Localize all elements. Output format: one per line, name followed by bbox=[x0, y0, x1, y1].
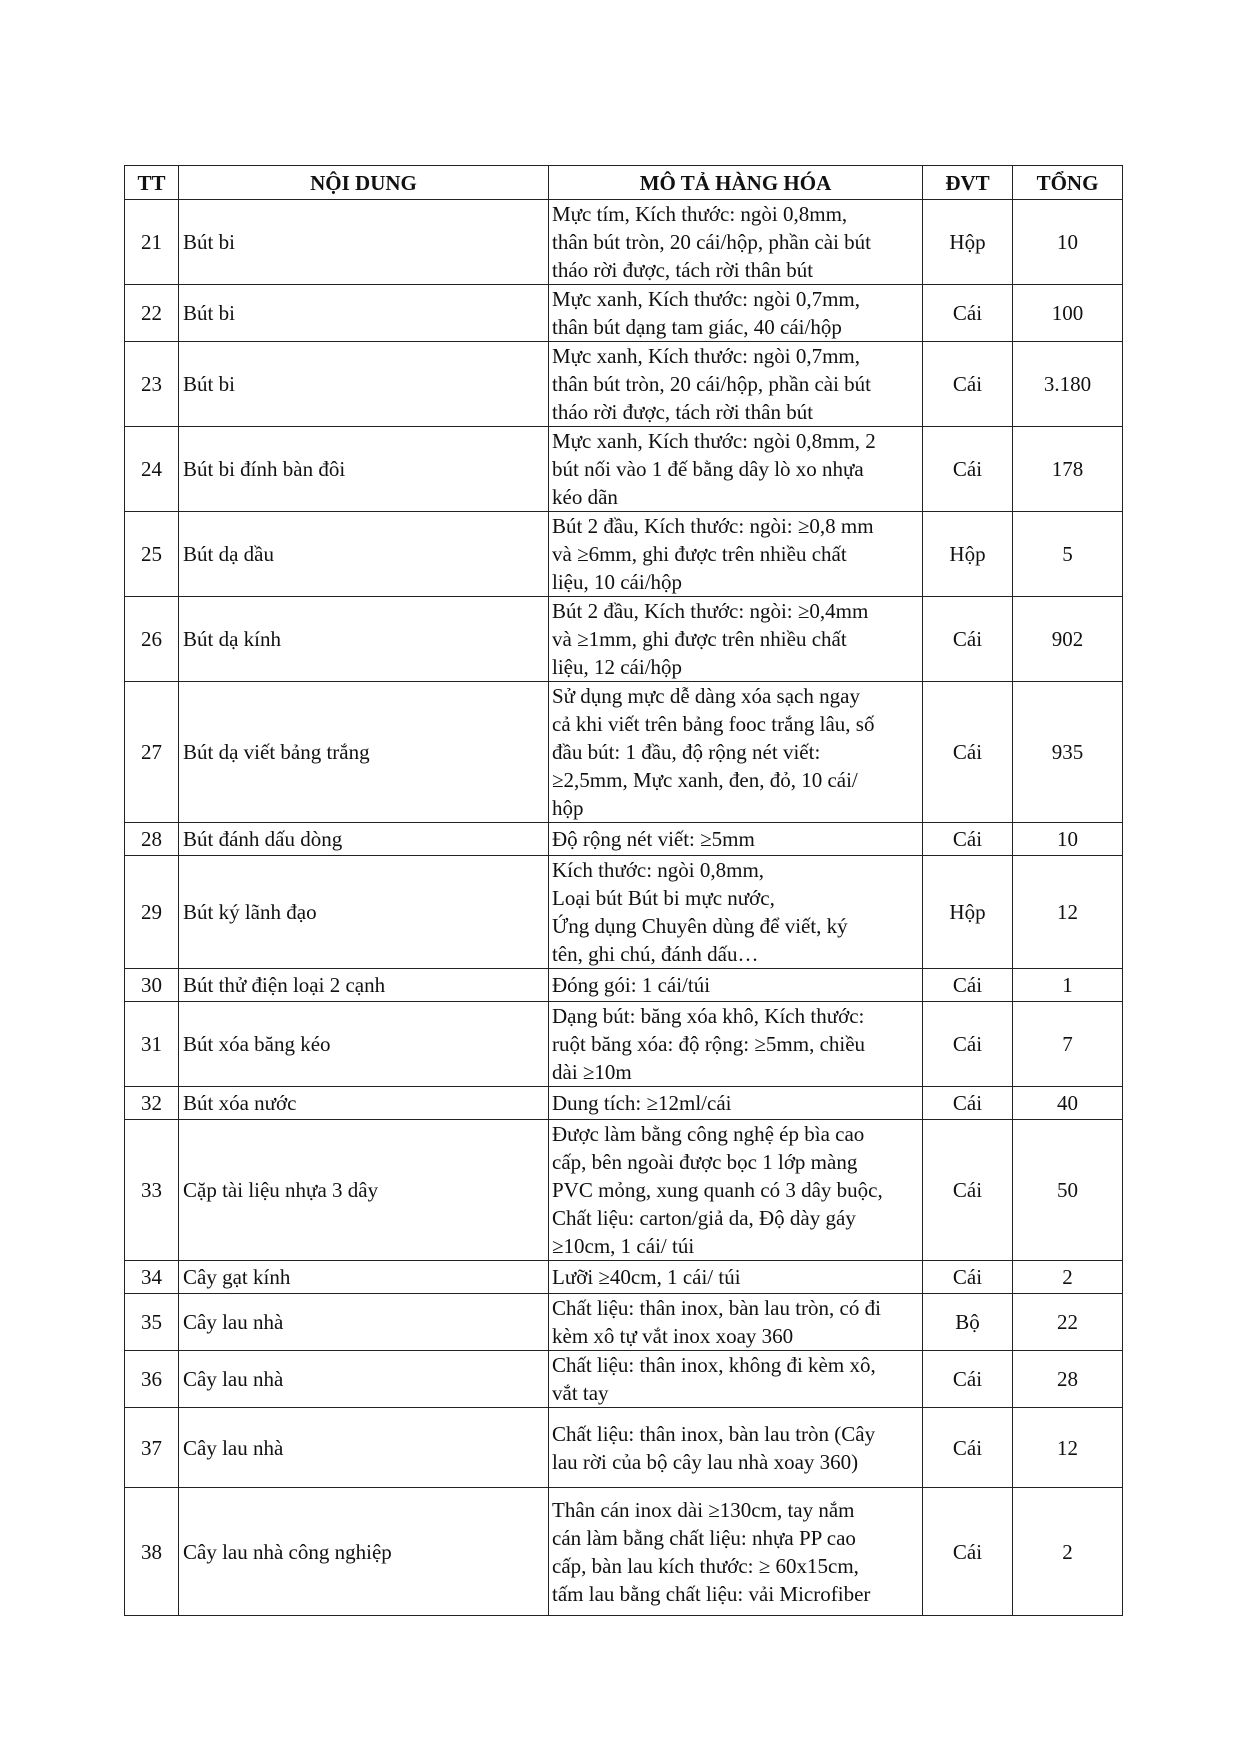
row-content: Bút thử điện loại 2 cạnh bbox=[179, 969, 549, 1002]
row-unit: Cái bbox=[923, 1408, 1013, 1488]
row-total: 10 bbox=[1013, 200, 1123, 285]
header-total: TỔNG bbox=[1013, 166, 1123, 200]
table-row bbox=[125, 1351, 1123, 1408]
table-row bbox=[125, 1087, 1123, 1120]
row-unit: Cái bbox=[923, 342, 1013, 427]
row-number: 31 bbox=[125, 1002, 179, 1087]
row-unit: Cái bbox=[923, 1002, 1013, 1087]
row-total: 1 bbox=[1013, 969, 1123, 1002]
row-description: Dạng bút: băng xóa khô, Kích thước: ruột băng xóa: độ rộng: ≥5mm, chiều dài ≥10m bbox=[549, 1002, 923, 1087]
row-number: 22 bbox=[125, 285, 179, 342]
row-unit: Cái bbox=[923, 1087, 1013, 1120]
row-number: 25 bbox=[125, 512, 179, 597]
table-row bbox=[125, 969, 1123, 1002]
row-unit: Cái bbox=[923, 969, 1013, 1002]
row-description: Dung tích: ≥12ml/cái bbox=[549, 1087, 923, 1120]
row-description: Mực xanh, Kích thước: ngòi 0,7mm, thân bút dạng tam giác, 40 cái/hộp bbox=[549, 285, 923, 342]
row-content: Bút dạ viết bảng trắng bbox=[179, 682, 549, 823]
row-content: Bút đánh dấu dòng bbox=[179, 823, 549, 856]
row-content: Bút xóa băng kéo bbox=[179, 1002, 549, 1087]
table-row bbox=[125, 200, 1123, 285]
row-unit: Hộp bbox=[923, 512, 1013, 597]
row-number: 29 bbox=[125, 856, 179, 969]
row-total: 40 bbox=[1013, 1087, 1123, 1120]
row-number: 37 bbox=[125, 1408, 179, 1488]
row-content: Cặp tài liệu nhựa 3 dây bbox=[179, 1120, 549, 1261]
row-unit: Cái bbox=[923, 1351, 1013, 1408]
row-number: 24 bbox=[125, 427, 179, 512]
row-description: Chất liệu: thân inox, không đi kèm xô, vắt tay bbox=[549, 1351, 923, 1408]
row-total: 12 bbox=[1013, 856, 1123, 969]
row-number: 28 bbox=[125, 823, 179, 856]
row-number: 26 bbox=[125, 597, 179, 682]
table-row bbox=[125, 682, 1123, 823]
row-content: Bút bi đính bàn đôi bbox=[179, 427, 549, 512]
row-total: 12 bbox=[1013, 1408, 1123, 1488]
row-description: Chất liệu: thân inox, bàn lau tròn, có đi kèm xô tự vắt inox xoay 360 bbox=[549, 1294, 923, 1351]
row-total: 3.180 bbox=[1013, 342, 1123, 427]
row-unit: Cái bbox=[923, 285, 1013, 342]
row-unit: Bộ bbox=[923, 1294, 1013, 1351]
row-number: 36 bbox=[125, 1351, 179, 1408]
row-description: Mực xanh, Kích thước: ngòi 0,8mm, 2 bút nối vào 1 đế bằng dây lò xo nhựa kéo dãn bbox=[549, 427, 923, 512]
row-number: 30 bbox=[125, 969, 179, 1002]
table-header bbox=[125, 166, 1123, 200]
table-row bbox=[125, 1408, 1123, 1488]
row-description: Được làm bằng công nghệ ép bìa cao cấp, bên ngoài được bọc 1 lớp màng PVC mỏng, xung quanh có 3 dây buộc, Chất liệu: carton/giả da, Độ dày gáy ≥10cm, 1 cái/ túi bbox=[549, 1120, 923, 1261]
row-number: 33 bbox=[125, 1120, 179, 1261]
row-unit: Cái bbox=[923, 1261, 1013, 1294]
row-description: Mực tím, Kích thước: ngòi 0,8mm, thân bút tròn, 20 cái/hộp, phần cài bút tháo rời được, tách rời thân bút bbox=[549, 200, 923, 285]
row-number: 34 bbox=[125, 1261, 179, 1294]
row-unit: Hộp bbox=[923, 200, 1013, 285]
header-description: MÔ TẢ HÀNG HÓA bbox=[549, 166, 923, 200]
row-unit: Cái bbox=[923, 1120, 1013, 1261]
table-row bbox=[125, 823, 1123, 856]
table-body bbox=[125, 200, 1123, 1616]
row-content: Bút dạ dầu bbox=[179, 512, 549, 597]
row-content: Bút xóa nước bbox=[179, 1087, 549, 1120]
table-row bbox=[125, 427, 1123, 512]
table-row bbox=[125, 597, 1123, 682]
row-unit: Hộp bbox=[923, 856, 1013, 969]
row-content: Bút ký lãnh đạo bbox=[179, 856, 549, 969]
row-description: Lưỡi ≥40cm, 1 cái/ túi bbox=[549, 1261, 923, 1294]
header-row bbox=[125, 166, 1123, 200]
table-row bbox=[125, 856, 1123, 969]
row-total: 902 bbox=[1013, 597, 1123, 682]
row-total: 50 bbox=[1013, 1120, 1123, 1261]
row-description: Độ rộng nét viết: ≥5mm bbox=[549, 823, 923, 856]
row-unit: Cái bbox=[923, 427, 1013, 512]
row-description: Đóng gói: 1 cái/túi bbox=[549, 969, 923, 1002]
table-row bbox=[125, 1488, 1123, 1616]
header-content: NỘI DUNG bbox=[179, 166, 549, 200]
table-row bbox=[125, 512, 1123, 597]
row-content: Bút dạ kính bbox=[179, 597, 549, 682]
header-unit: ĐVT bbox=[923, 166, 1013, 200]
row-total: 178 bbox=[1013, 427, 1123, 512]
row-description: Mực xanh, Kích thước: ngòi 0,7mm, thân bút tròn, 20 cái/hộp, phần cài bút tháo rời được, tách rời thân bút bbox=[549, 342, 923, 427]
row-number: 27 bbox=[125, 682, 179, 823]
row-number: 35 bbox=[125, 1294, 179, 1351]
row-total: 28 bbox=[1013, 1351, 1123, 1408]
row-total: 10 bbox=[1013, 823, 1123, 856]
row-total: 2 bbox=[1013, 1261, 1123, 1294]
header-tt: TT bbox=[125, 166, 179, 200]
row-total: 22 bbox=[1013, 1294, 1123, 1351]
row-content: Cây lau nhà bbox=[179, 1294, 549, 1351]
row-content: Cây lau nhà công nghiệp bbox=[179, 1488, 549, 1616]
goods-table bbox=[124, 165, 1123, 1616]
row-total: 935 bbox=[1013, 682, 1123, 823]
row-content: Cây lau nhà bbox=[179, 1408, 549, 1488]
row-number: 23 bbox=[125, 342, 179, 427]
row-description: Bút 2 đầu, Kích thước: ngòi: ≥0,4mm và ≥1mm, ghi được trên nhiều chất liệu, 12 cái/hộp bbox=[549, 597, 923, 682]
row-description: Thân cán inox dài ≥130cm, tay nắm cán làm bằng chất liệu: nhựa PP cao cấp, bàn lau kích thước: ≥ 60x15cm, tấm lau bằng chất liệu: vải Microfiber bbox=[549, 1488, 923, 1616]
table-row bbox=[125, 1294, 1123, 1351]
row-description: Bút 2 đầu, Kích thước: ngòi: ≥0,8 mm và ≥6mm, ghi được trên nhiều chất liệu, 10 cái/hộp bbox=[549, 512, 923, 597]
row-total: 5 bbox=[1013, 512, 1123, 597]
row-description: Sử dụng mực dễ dàng xóa sạch ngay cả khi viết trên bảng fooc trắng lâu, số đầu bút: 1 đầu, độ rộng nét viết: ≥2,5mm, Mực xanh, đen, đỏ, 10 cái/ hộp bbox=[549, 682, 923, 823]
row-unit: Cái bbox=[923, 682, 1013, 823]
row-number: 32 bbox=[125, 1087, 179, 1120]
row-description: Kích thước: ngòi 0,8mm, Loại bút Bút bi mực nước, Ứng dụng Chuyên dùng để viết, ký tên, ghi chú, đánh dấu… bbox=[549, 856, 923, 969]
table-row bbox=[125, 342, 1123, 427]
table-row bbox=[125, 1120, 1123, 1261]
row-content: Cây gạt kính bbox=[179, 1261, 549, 1294]
row-number: 38 bbox=[125, 1488, 179, 1616]
row-total: 100 bbox=[1013, 285, 1123, 342]
row-content: Bút bi bbox=[179, 342, 549, 427]
row-total: 2 bbox=[1013, 1488, 1123, 1616]
row-content: Bút bi bbox=[179, 200, 549, 285]
table-row bbox=[125, 285, 1123, 342]
row-number: 21 bbox=[125, 200, 179, 285]
row-content: Bút bi bbox=[179, 285, 549, 342]
row-unit: Cái bbox=[923, 1488, 1013, 1616]
row-unit: Cái bbox=[923, 597, 1013, 682]
table-row bbox=[125, 1261, 1123, 1294]
row-content: Cây lau nhà bbox=[179, 1351, 549, 1408]
table-row bbox=[125, 1002, 1123, 1087]
row-unit: Cái bbox=[923, 823, 1013, 856]
goods-table-wrapper bbox=[124, 165, 1122, 1616]
row-total: 7 bbox=[1013, 1002, 1123, 1087]
row-description: Chất liệu: thân inox, bàn lau tròn (Cây lau rời của bộ cây lau nhà xoay 360) bbox=[549, 1408, 923, 1488]
